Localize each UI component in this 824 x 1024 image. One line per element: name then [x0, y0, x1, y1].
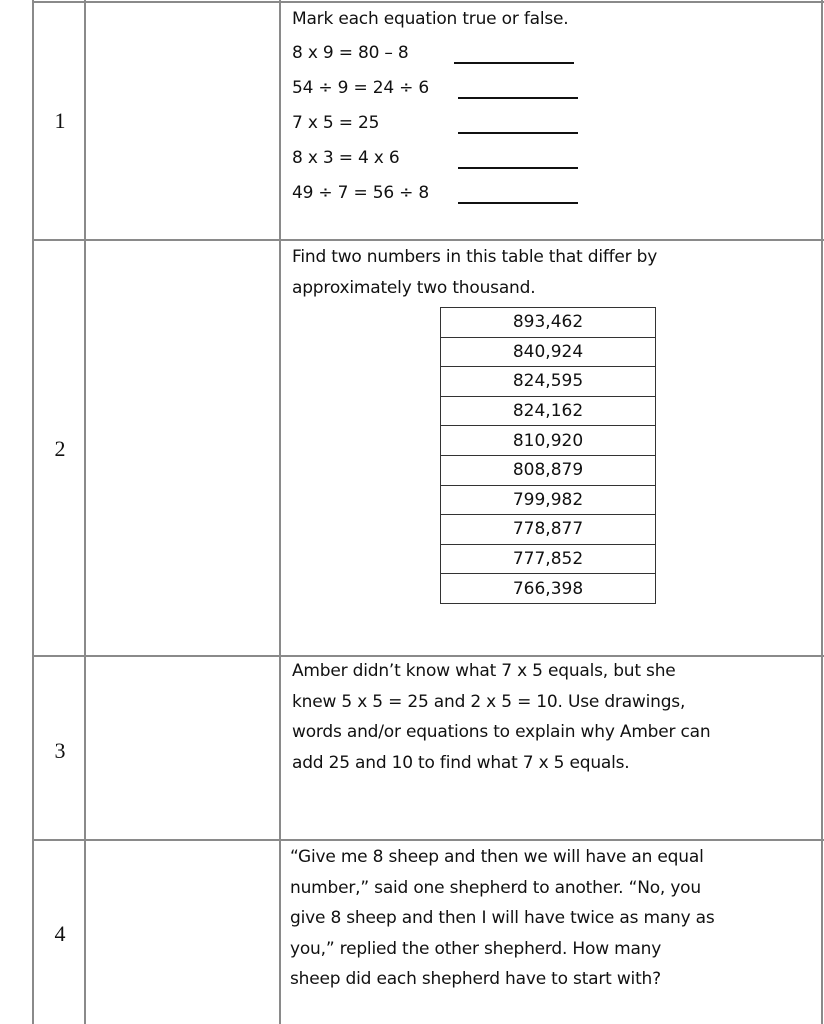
table-cell: 810,920 — [441, 426, 656, 456]
table-row — [441, 308, 656, 338]
equation-text: 8 x 3 = 4 x 6 — [292, 148, 400, 168]
question-text-line: give 8 sheep and then I will have twice as many as — [290, 908, 715, 928]
question-number: 4 — [54, 921, 66, 946]
question-text-line: “Give me 8 sheep and then we will have an equal — [290, 847, 704, 867]
row-border-top — [33, 1, 824, 3]
table-row — [441, 544, 656, 574]
table-cell: 840,924 — [441, 337, 656, 367]
table-cell: 808,879 — [441, 455, 656, 485]
equation-text: 54 ÷ 9 = 24 ÷ 6 — [292, 78, 430, 98]
table-row — [441, 367, 656, 397]
question-1 — [292, 4, 817, 211]
equation-text: 7 x 5 = 25 — [292, 113, 380, 133]
table-row — [441, 337, 656, 367]
equation-row — [292, 141, 817, 176]
question-text-line: sheep did each shepherd have to start with? — [290, 969, 661, 989]
question-number: 3 — [54, 738, 66, 763]
question-4 — [290, 842, 815, 995]
table-row — [441, 574, 656, 604]
question-text-line: Amber didn’t know what 7 x 5 equals, but she — [292, 661, 676, 681]
table-row — [441, 455, 656, 485]
table-cell: 799,982 — [441, 485, 656, 515]
equation-row — [292, 106, 817, 141]
question-prompt: Mark each equation true or false. — [292, 9, 569, 29]
table-cell: 777,852 — [441, 544, 656, 574]
question-prompt-line: Find two numbers in this table that differ by — [292, 247, 658, 267]
answer-blank[interactable] — [458, 132, 578, 134]
question-text-line: knew 5 x 5 = 25 and 2 x 5 = 10. Use drawings, — [292, 691, 686, 712]
answer-blank[interactable] — [458, 167, 578, 169]
question-text-line: words and/or equations to explain why Amber can — [292, 722, 711, 742]
equation-row — [292, 176, 817, 211]
row-border-1-2 — [33, 239, 824, 241]
equation-text: 8 x 9 = 80 – 8 — [292, 43, 409, 63]
question-text-line: add 25 and 10 to find what 7 x 5 equals. — [292, 752, 630, 773]
table-border-col3 — [279, 0, 281, 1024]
table-border-col2 — [84, 0, 86, 1024]
table-row — [441, 426, 656, 456]
answer-blank[interactable] — [454, 62, 574, 64]
question-3 — [292, 656, 817, 778]
equation-text: 49 ÷ 7 = 56 ÷ 8 — [292, 183, 430, 203]
table-cell: 778,877 — [441, 515, 656, 545]
question-number: 1 — [54, 108, 66, 133]
table-border-right — [821, 0, 823, 1024]
question-prompt-line: approximately two thousand. — [292, 277, 536, 298]
question-text-line: number,” said one shepherd to another. “No, you — [290, 877, 701, 898]
table-row — [441, 396, 656, 426]
table-cell: 893,462 — [441, 308, 656, 338]
equation-row — [292, 71, 817, 106]
table-cell: 824,595 — [441, 367, 656, 397]
row-border-3-4 — [33, 839, 824, 841]
answer-blank[interactable] — [458, 97, 578, 99]
question-text-line: you,” replied the other shepherd. How many — [290, 938, 662, 959]
numbers-table — [440, 307, 656, 604]
table-border-left — [32, 0, 34, 1024]
question-number: 2 — [54, 436, 66, 461]
table-row — [441, 485, 656, 515]
answer-blank[interactable] — [458, 202, 578, 204]
equation-row — [292, 36, 817, 71]
table-cell: 824,162 — [441, 396, 656, 426]
table-cell: 766,398 — [441, 574, 656, 604]
question-2 — [292, 242, 817, 303]
table-row — [441, 515, 656, 545]
